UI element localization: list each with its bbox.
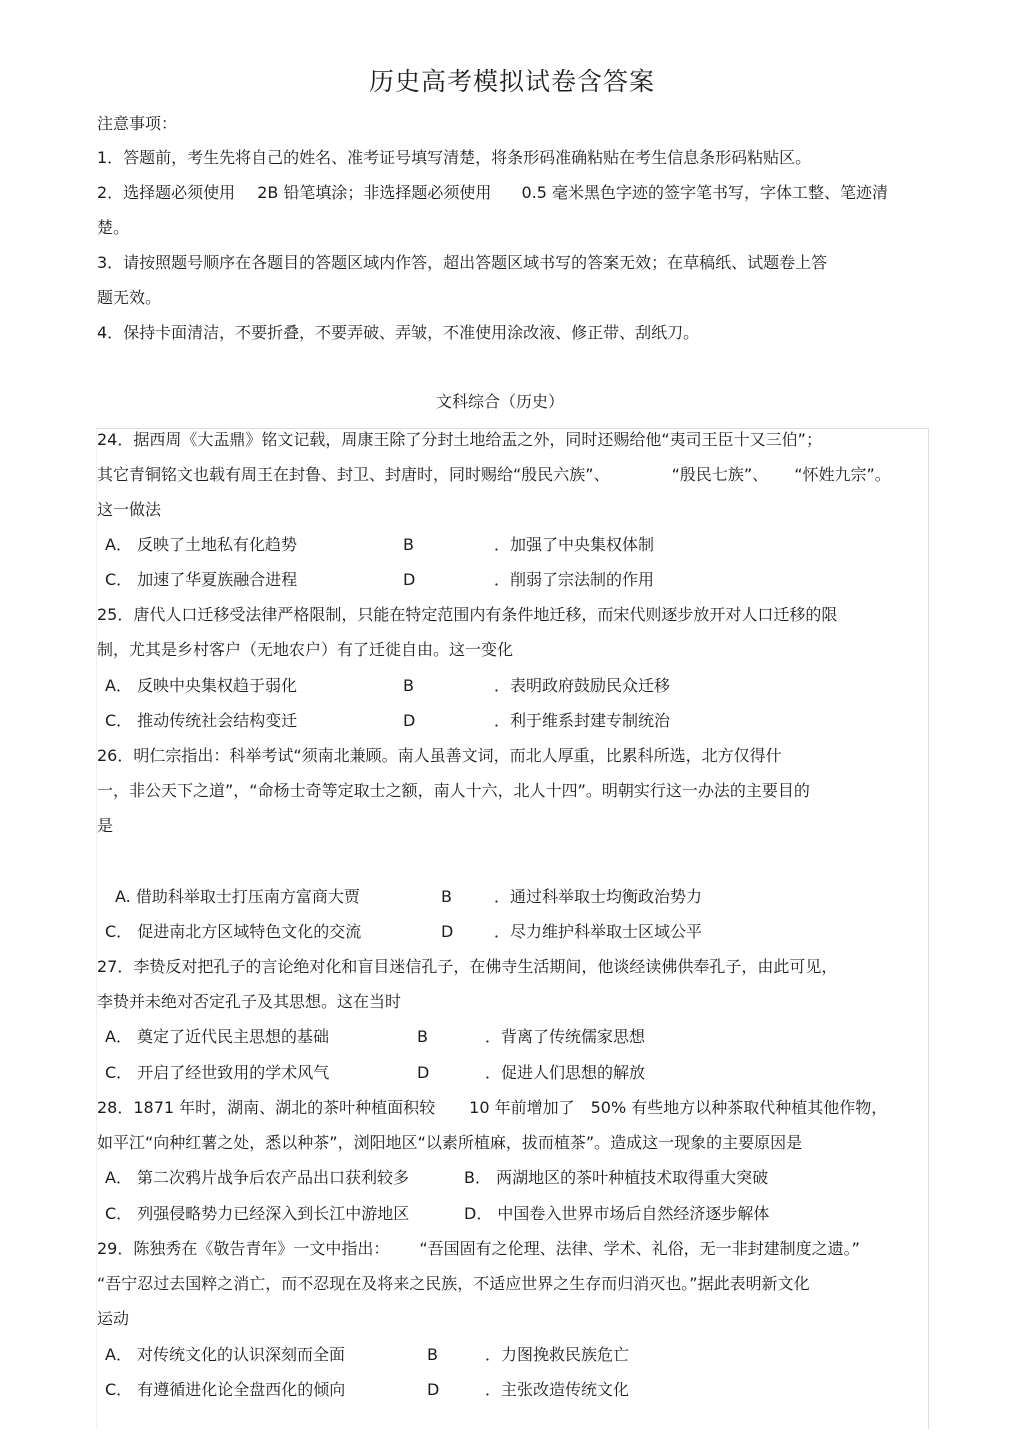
- q24-option-c-letter: C．: [105, 570, 133, 589]
- q29-option-c-letter: C．: [105, 1380, 133, 1399]
- q26-option-c-text: 促进南北方区域特色文化的交流: [137, 922, 362, 941]
- q26-stem-line-2: 一，非公天下之道”，“命杨士奇等定取士之额，南人十六，北人十四”。明朝实行这一办法的主要目的: [97, 781, 810, 800]
- q24-stem-line-1: 24．据西周《大盂鼎》铭文记载，周康王除了分封土地给盂之外，同时还赐给他“夷司王臣十又三伯”；: [97, 430, 822, 449]
- q26-option-b-letter: B: [441, 887, 452, 906]
- q24-option-d-letter: D: [403, 570, 416, 589]
- q29-stem-line-1: [97, 1239, 860, 1259]
- q27-stem-line-1: 27．李贽反对把孔子的言论绝对化和盲目迷信孔子，在佛寺生活期间，他谈经读佛供奉孔子，由此可见，: [97, 957, 838, 976]
- q25-option-c-letter: C．: [105, 711, 133, 730]
- q26-option-c: [105, 922, 361, 942]
- q29-stem-part-1: 29．陈独秀在《敬告青年》一文中指出：: [97, 1239, 390, 1258]
- q24-stem-line-2: [97, 465, 891, 485]
- q27-option-c-text: 开启了经世致用的学术风气: [137, 1063, 330, 1082]
- q29-option-d-letter: D: [427, 1380, 440, 1399]
- q28-stem-line-2: 如平江“向种红薯之处，悉以种茶”，浏阳地区“以素所植麻，拔而植茶”。造成这一现象的主要原因是: [97, 1133, 803, 1152]
- q26-option-c-letter: C．: [105, 922, 133, 941]
- q28-option-a: [105, 1168, 409, 1188]
- q24-stem-part-1: 其它青铜铭文也载有周王在封鲁、封卫、封唐时，同时赐给“殷民六族”、: [97, 465, 610, 484]
- q26-option-a-letter: A.: [115, 887, 131, 906]
- q24-stem-part-3: “怀姓九宗”。: [794, 465, 891, 484]
- q29-stem-line-2: “吾宁忍过去国粹之消亡，而不忍现在及将来之民族，不适应世界之生存而归消灭也。”据此表明新文化: [97, 1274, 810, 1293]
- q28-stem-part-1: 28．1871 年时，湖南、湖北的茶叶种植面积较: [97, 1098, 436, 1117]
- notice-line-2-part-2: 2B 铅笔填涂；非选择题必须使用: [257, 183, 492, 202]
- q25-stem-line-2: 制，尤其是乡村客户（无地农户）有了迁徙自由。这一变化: [97, 640, 514, 659]
- notice-line-3: 3．请按照题号顺序在各题目的答题区域内作答，超出答题区域书写的答案无效；在草稿纸、试题卷上答: [97, 253, 828, 272]
- q29-stem-part-2: “吾国固有之伦理、法律、学术、礼俗，无一非封建制度之遗。”: [419, 1239, 860, 1258]
- q29-option-b-letter: B: [427, 1345, 438, 1364]
- q24-option-b-letter: B: [403, 535, 414, 554]
- q28-option-b-letter: B．: [464, 1168, 491, 1187]
- q27-stem-line-2: 李贽并未绝对否定孔子及其思想。这在当时: [97, 992, 402, 1011]
- q26-option-d-letter: D: [441, 922, 454, 941]
- notice-line-2-part-1: 2．选择题必须使用: [97, 183, 236, 202]
- q26-option-b-text: ．通过科举取士均衡政治势力: [494, 887, 703, 906]
- q27-option-a-letter: A．: [105, 1027, 132, 1046]
- q29-option-d-text: ．主张改造传统文化: [485, 1380, 630, 1399]
- q26-option-a-text: 借助科举取士打压南方富商大贾: [135, 887, 360, 906]
- q28-option-c-text: 列强侵略势力已经深入到长江中游地区: [137, 1204, 410, 1223]
- q28-option-d-text: 中国卷入世界市场后自然经济逐步解体: [497, 1204, 770, 1223]
- q26-option-a: [115, 887, 360, 907]
- q28-option-c: [105, 1204, 409, 1224]
- q25-option-a-text: 反映中央集权趋于弱化: [137, 676, 298, 695]
- q28-option-c-letter: C．: [105, 1204, 133, 1223]
- q24-option-d-text: ．削弱了宗法制的作用: [494, 570, 655, 589]
- q24-option-b-text: ．加强了中央集权体制: [494, 535, 655, 554]
- q29-option-a-letter: A．: [105, 1345, 132, 1364]
- notice-line-1: 1．答题前，考生先将自己的姓名、准考证号填写清楚，将条形码准确粘贴在考生信息条形码粘贴区。: [97, 148, 812, 167]
- q24-option-c: [105, 570, 297, 590]
- notice-heading: 注意事项：: [97, 114, 178, 133]
- notice-line-3-continued: 题无效。: [97, 288, 162, 307]
- q29-option-c-text: 有遵循进化论全盘西化的倾向: [137, 1380, 346, 1399]
- q28-option-b: [464, 1168, 768, 1188]
- section-title: 文科综合（历史）: [435, 392, 564, 411]
- q29-option-a: [105, 1345, 345, 1365]
- q25-option-a-letter: A．: [105, 676, 132, 695]
- notice-line-4: 4．保持卡面清洁，不要折叠，不要弄破、弄皱，不准使用涂改液、修正带、刮纸刀。: [97, 323, 700, 342]
- q28-stem-part-2: 10 年前增加了: [469, 1098, 575, 1117]
- q27-option-b-letter: B: [417, 1027, 428, 1046]
- q24-stem-line-3: 这一做法: [97, 500, 162, 519]
- q25-option-b-text: ．表明政府鼓励民众迁移: [494, 676, 671, 695]
- q24-option-c-text: 加速了华夏族融合进程: [137, 570, 298, 589]
- notice-line-2: [97, 183, 888, 203]
- document-title: 历史高考模拟试卷含答案: [368, 67, 655, 96]
- q25-option-c: [105, 711, 297, 731]
- q29-option-b-text: ．力图挽救民族危亡: [485, 1345, 630, 1364]
- notice-line-2-continued: 楚。: [97, 218, 130, 237]
- q28-option-d: [464, 1204, 769, 1224]
- q27-option-c-letter: C．: [105, 1063, 133, 1082]
- q29-stem-line-3: 运动: [97, 1309, 130, 1328]
- q24-option-a-text: 反映了土地私有化趋势: [137, 535, 298, 554]
- q28-option-d-letter: D．: [464, 1204, 493, 1223]
- q28-option-a-letter: A．: [105, 1168, 132, 1187]
- q28-option-a-text: 第二次鸦片战争后农产品出口获利较多: [137, 1168, 410, 1187]
- q24-option-a: [105, 535, 297, 555]
- q25-option-d-text: ．利于维系封建专制统治: [494, 711, 671, 730]
- q26-stem-line-1: 26．明仁宗指出：科举考试“须南北兼顾。南人虽善文词，而北人厚重，比累科所选，北方仅得什: [97, 746, 782, 765]
- q28-option-b-text: 两湖地区的茶叶种植技术取得重大突破: [496, 1168, 769, 1187]
- q28-stem-part-3: 50% 有些地方以种茶取代种植其他作物，: [590, 1098, 888, 1117]
- q25-stem-line-1: 25．唐代人口迁移受法律严格限制，只能在特定范围内有条件地迁移，而宋代则逐步放开对人口迁移的限: [97, 605, 838, 624]
- q25-option-b-letter: B: [403, 676, 414, 695]
- notice-line-2-part-3: 0.5 毫米黑色字迹的签字笔书写，字体工整、笔迹清: [521, 183, 888, 202]
- q27-option-a: [105, 1027, 329, 1047]
- q28-stem-line-1: [97, 1098, 887, 1118]
- q29-option-a-text: 对传统文化的认识深刻而全面: [137, 1345, 346, 1364]
- q27-option-b-text: ．背离了传统儒家思想: [485, 1027, 646, 1046]
- q27-option-a-text: 奠定了近代民主思想的基础: [137, 1027, 330, 1046]
- q29-option-c: [105, 1380, 345, 1400]
- q27-option-c: [105, 1063, 329, 1083]
- q27-option-d-letter: D: [417, 1063, 430, 1082]
- q27-option-d-text: ．促进人们思想的解放: [485, 1063, 646, 1082]
- q26-stem-line-3: 是: [97, 816, 114, 835]
- q25-option-d-letter: D: [403, 711, 416, 730]
- q26-option-d-text: ．尽力维护科举取士区域公平: [494, 922, 703, 941]
- q25-option-c-text: 推动传统社会结构变迁: [137, 711, 298, 730]
- q25-option-a: [105, 676, 297, 696]
- q24-stem-part-2: “殷民七族”、: [671, 465, 769, 484]
- q24-option-a-letter: A．: [105, 535, 132, 554]
